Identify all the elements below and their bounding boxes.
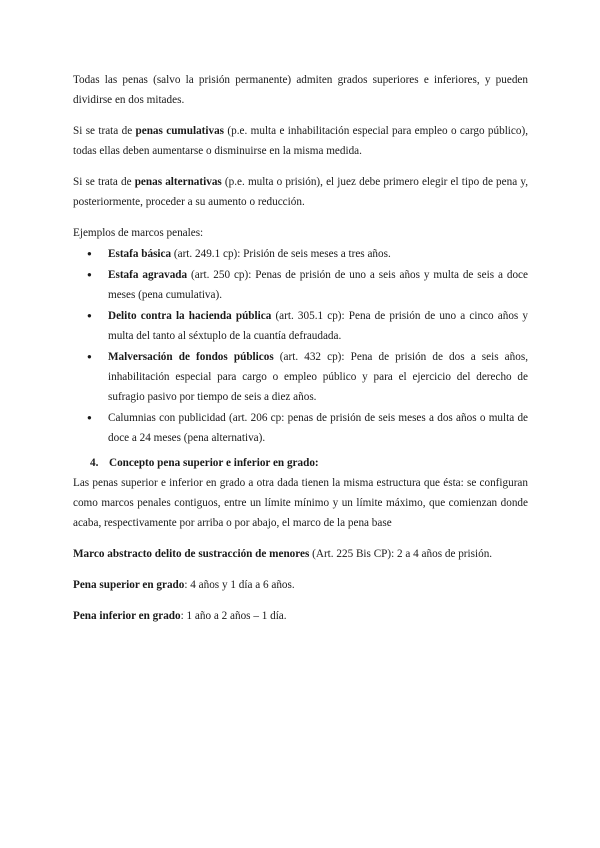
examples-list	[73, 244, 528, 448]
cumulative-term: penas cumulativas	[135, 125, 225, 137]
list-item: ● Malversación de fondos públicos (art. 432 cp): Pena de prisión de dos a seis años, inhabilitación especial para cargo o empleo público y para el ejercicio del derecho de sufragio pasivo por tiempo de seis a diez años.	[73, 347, 528, 407]
section-heading: 4. Concepto pena superior e inferior en grado:	[90, 457, 319, 469]
superior-line: Pena superior en grado: 4 años y 1 día a 6 años.	[73, 579, 295, 591]
document-page	[73, 70, 528, 626]
list-item: ● Calumnias con publicidad (art. 206 cp: penas de prisión de seis meses a dos años o multa de doce a 24 meses (pena alternativa).	[73, 408, 528, 448]
intro-paragraph: Todas las penas (salvo la prisión permanente) admiten grados superiores e inferiores, y pueden dividirse en dos mitades.	[73, 74, 528, 106]
list-item: ● Estafa básica (art. 249.1 cp): Prisión de seis meses a tres años.	[73, 244, 528, 264]
list-item: ● Estafa agravada (art. 250 cp): Penas de prisión de uno a seis años y multa de seis a doce meses (pena cumulativa).	[73, 265, 528, 305]
alternative-paragraph: Si se trata de penas alternativas (p.e. multa o prisión), el juez debe primero elegir el tipo de pena y, posteriormente, proceder a su aumento o reducción.	[73, 176, 528, 208]
marco-line: Marco abstracto delito de sustracción de menores (Art. 225 Bis CP): 2 a 4 años de prisión.	[73, 548, 493, 560]
list-item: ● Delito contra la hacienda pública (art. 305.1 cp): Pena de prisión de uno a cinco años y multa del tanto al séxtuplo de la cuantía defraudada.	[73, 306, 528, 346]
alternative-term: penas alternativas	[134, 176, 222, 188]
grade-explanation-paragraph: Las penas superior e inferior en grado a otra dada tienen la misma estructura que ésta: se configuran como marcos penales contiguos, entre un límite mínimo y un límite máximo, que comienzan donde acaba, respectivamente por arriba o por abajo, el marco de la pena base	[73, 477, 528, 529]
cumulative-paragraph: Si se trata de penas cumulativas (p.e. multa e inhabilitación especial para empleo o cargo público), todas ellas deben aumentarse o disminuirse en la misma medida.	[73, 125, 528, 157]
inferior-line: Pena inferior en grado: 1 año a 2 años – 1 día.	[73, 610, 287, 622]
examples-intro: Ejemplos de marcos penales:	[73, 227, 204, 239]
